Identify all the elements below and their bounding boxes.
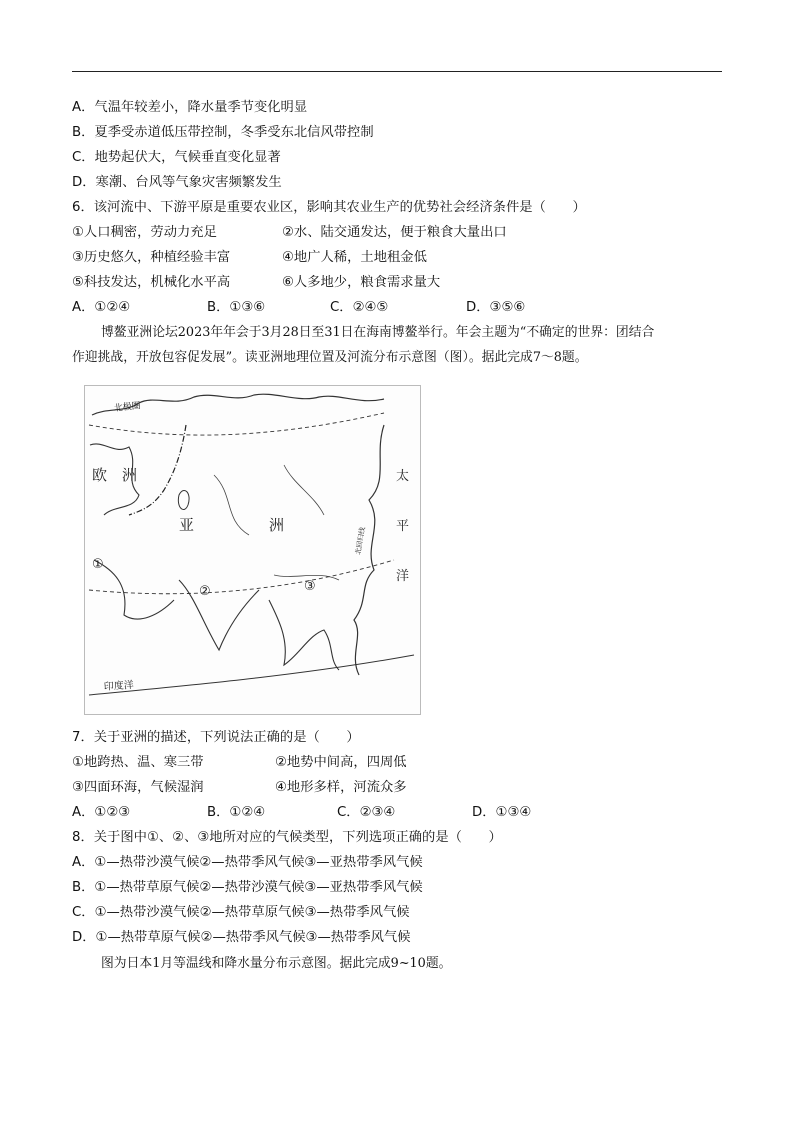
q7-item-4: ④地形多样，河流众多	[275, 780, 407, 795]
header-rule	[72, 71, 722, 72]
q7-item-1: ①地跨热、温、寒三带	[72, 755, 204, 770]
q7-stem: 7．关于亚洲的描述，下列说法正确的是（ ）	[72, 730, 360, 745]
q6-choice-a: A．①②④	[72, 300, 131, 315]
label-asia-a: 亚	[179, 516, 195, 534]
q6-item-6: ⑥人多地少，粮食需求量大	[282, 275, 441, 290]
q5-option-c: C．地势起伏大，气候垂直变化显著	[72, 150, 281, 165]
q8-option-b: B．①—热带草原气候②—热带沙漠气候③—亚热带季风气候	[72, 880, 423, 895]
q6-item-4: ④地广人稀，土地租金低	[282, 250, 427, 265]
point-1-marker: ①	[92, 557, 104, 572]
asia-map	[84, 385, 421, 715]
q6-stem: 6．该河流中、下游平原是重要农业区，影响其农业生产的优势社会经济条件是（ ）	[72, 200, 586, 215]
q6-choice-c: C．②④⑤	[330, 300, 389, 315]
label-pacific-c: 洋	[396, 569, 410, 584]
q6-item-5: ⑤科技发达，机械化水平高	[72, 275, 231, 290]
q6-choice-b: B．①③⑥	[207, 300, 266, 315]
q5-option-a: A．气温年较差小，降水量季节变化明显	[72, 100, 308, 115]
label-europe: 欧 洲	[92, 466, 138, 484]
q8-option-d: D．①—热带草原气候②—热带季风气候③—热带季风气候	[72, 930, 411, 945]
asia-map-svg	[84, 385, 421, 715]
q6-choice-d: D．③⑤⑥	[466, 300, 526, 315]
label-pacific-b: 平	[396, 519, 410, 534]
intro-9-10: 图为日本1月等温线和降水量分布示意图。据此完成9~10题。	[101, 956, 452, 971]
q5-option-d: D．寒潮、台风等气象灾害频繁发生	[72, 175, 282, 190]
intro-7-8-line-1: 博鳌亚洲论坛2023年年会于3月28日至31日在海南博鳌举行。年会主题为“不确定的世界：团结合	[101, 325, 655, 340]
label-asia-b: 洲	[269, 516, 285, 534]
q5-option-b: B．夏季受赤道低压带控制，冬季受东北信风带控制	[72, 125, 374, 140]
q7-choice-a: A．①②③	[72, 805, 131, 820]
q6-item-1: ①人口稠密，劳动力充足	[72, 225, 217, 240]
q7-item-2: ②地势中间高，四周低	[275, 755, 407, 770]
q7-item-3: ③四面环海，气候湿润	[72, 780, 204, 795]
q8-option-a: A．①—热带沙漠气候②—热带季风气候③—亚热带季风气候	[72, 855, 423, 870]
label-tropic: 北回归线	[354, 526, 367, 556]
q8-option-c: C．①—热带沙漠气候②—热带草原气候③—热带季风气候	[72, 905, 410, 920]
label-arctic-circle: 北极圈	[113, 401, 142, 414]
q6-item-3: ③历史悠久，种植经验丰富	[72, 250, 231, 265]
intro-7-8-line-2: 作迎挑战，开放包容促发展”。读亚洲地理位置及河流分布示意图（图）。据此完成7～8题。	[72, 350, 588, 365]
q7-choice-c: C．②③④	[337, 805, 396, 820]
label-indian-ocean: 印度洋	[103, 679, 135, 693]
label-pacific-a: 太	[396, 469, 410, 484]
q6-item-2: ②水、陆交通发达，便于粮食大量出口	[282, 225, 507, 240]
q8-stem: 8．关于图中①、②、③地所对应的气候类型，下列选项正确的是（ ）	[72, 830, 502, 845]
point-3-marker: ③	[304, 579, 316, 594]
q7-choice-d: D．①③④	[472, 805, 532, 820]
q7-choice-b: B．①②④	[207, 805, 266, 820]
point-2-marker: ②	[199, 584, 211, 599]
